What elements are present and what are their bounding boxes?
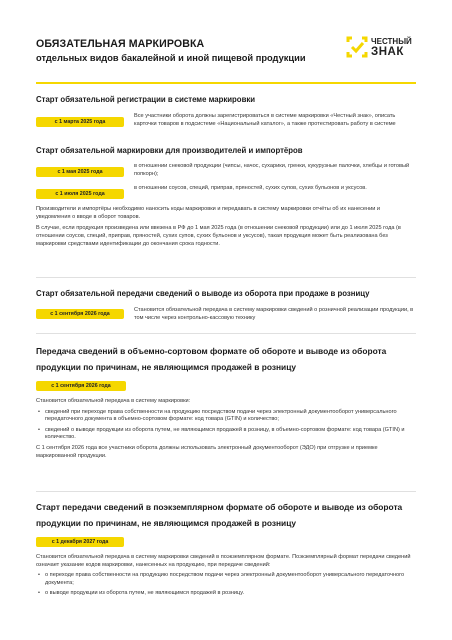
bullet-list [36,409,416,442]
paragraph: Становится обязательной передача в систему маркировки сведений в поэкземплярном формате. Поэкземплярный формат передачи сведений означает указание кодов маркировки, нанесенных на продукцию, при передаче сведений: [36,554,411,568]
section-registration [36,94,416,128]
date-badge: с 1 сентября 2026 года [36,381,126,391]
section-title: Старт обязательной маркировки для производителей и импортёров [36,146,303,155]
list-item: • сведений о выводе продукции из оборота путем, не являющимся продажей в розницу, в объемно-сортовом формате: код товара (GTIN) и количество. [36,427,416,442]
section-text: в отношении снековой продукции (чипсы, начос, сухарики, гренки, кукурузные палочки, хлебцы и готовый попкорн); [134,163,410,177]
divider [36,333,416,334]
logo-text-line1: ЧЕСТНЫЙ [371,37,412,46]
section-title-line2: продукции по причинам, не являющимся продажей в розницу [36,518,297,528]
section-text: Становится обязательной передача в систему маркировки сведений о розничной реализации продукции, в том числе через контрольно-кассовую технику [134,307,414,321]
logo-text-line2: ЗНАК [371,46,404,58]
paragraph: Становится обязательной передача в систему маркировки: [36,398,191,404]
section-mandatory-marking [36,145,416,248]
header [36,38,306,65]
section-per-item [36,500,416,598]
section-title-line1: Старт передачи сведений в поэкземплярном формате об обороте и выводе из оборота [36,502,403,512]
bullet-list [36,572,416,598]
list-item: • о переходе права собственности на продукцию посредством подачи через электронный документооборот универсального передаточного документа; [36,572,416,587]
page-subtitle: отдельных видов бакалейной и иной пищевой продукции [36,53,306,63]
chestny-znak-logo [346,36,412,58]
section-text: Все участники оборота должны зарегистрироваться в системе маркировки «Честный знак», описать карточки товаров в подсистеме «Национальный каталог», а также протестировать работу в системе [134,113,396,127]
logo-mark-icon [346,36,368,58]
paragraph: С 1 сентября 2026 года все участники оборота должны использовать электронный документооборот (ЭДО) при отгрузке и приемке маркированной продукции. [36,444,378,459]
header-divider [36,82,416,84]
section-volume-sort [36,344,416,460]
list-item: • о выводе продукции из оборота путем, не являющимся продажей в розницу. [36,590,416,598]
section-retail-disposal [36,288,416,322]
date-badge: с 1 марта 2025 года [36,117,124,127]
divider [36,491,416,492]
page-title: ОБЯЗАТЕЛЬНАЯ МАРКИРОВКА [36,38,205,50]
date-badge: с 1 декабря 2027 года [36,537,124,547]
date-badge: с 1 мая 2025 года [36,167,124,177]
paragraph: Производители и импортёры необходимо наносить коды маркировки и передавать в систему маркировки отчёты об их нанесении и уведомления о вводе в оборот товаров. [36,206,380,220]
list-item: • сведений при переходе права собственности на продукцию посредством подачи через электронный документооборот универсального передаточного документа в объемно-сортовом формате: код товара (GTIN) и количество; [36,409,416,424]
date-badge: с 1 сентября 2026 года [36,309,124,319]
section-title-line2: продукции по причинам, не являющимся продажей в розницу [36,362,297,372]
section-text: в отношении соусов, специй, приправ, пряностей, сухих супов, сухих бульонов и уксусов. [134,185,367,192]
section-title: Старт обязательной регистрации в системе маркировки [36,95,256,104]
divider [36,277,416,278]
section-title-line1: Передача сведений в объемно-сортовом формате об обороте и выводе из оборота [36,346,387,356]
paragraph: В случае, если продукция произведена или ввезена в РФ до 1 мая 2025 года (в отношении снековой продукции) или до 1 июля 2025 года (в отношении соусов, специй, приправ, пряностей, сухих супов, сухих бульонов и уксусов), такая продукция может быть реализована без маркировки средствами идентификации до окончания срока годности. [36,225,401,247]
section-title: Старт обязательной передачи сведений о выводе из оборота при продаже в розницу [36,289,370,298]
date-badge: с 1 июля 2025 года [36,189,124,199]
